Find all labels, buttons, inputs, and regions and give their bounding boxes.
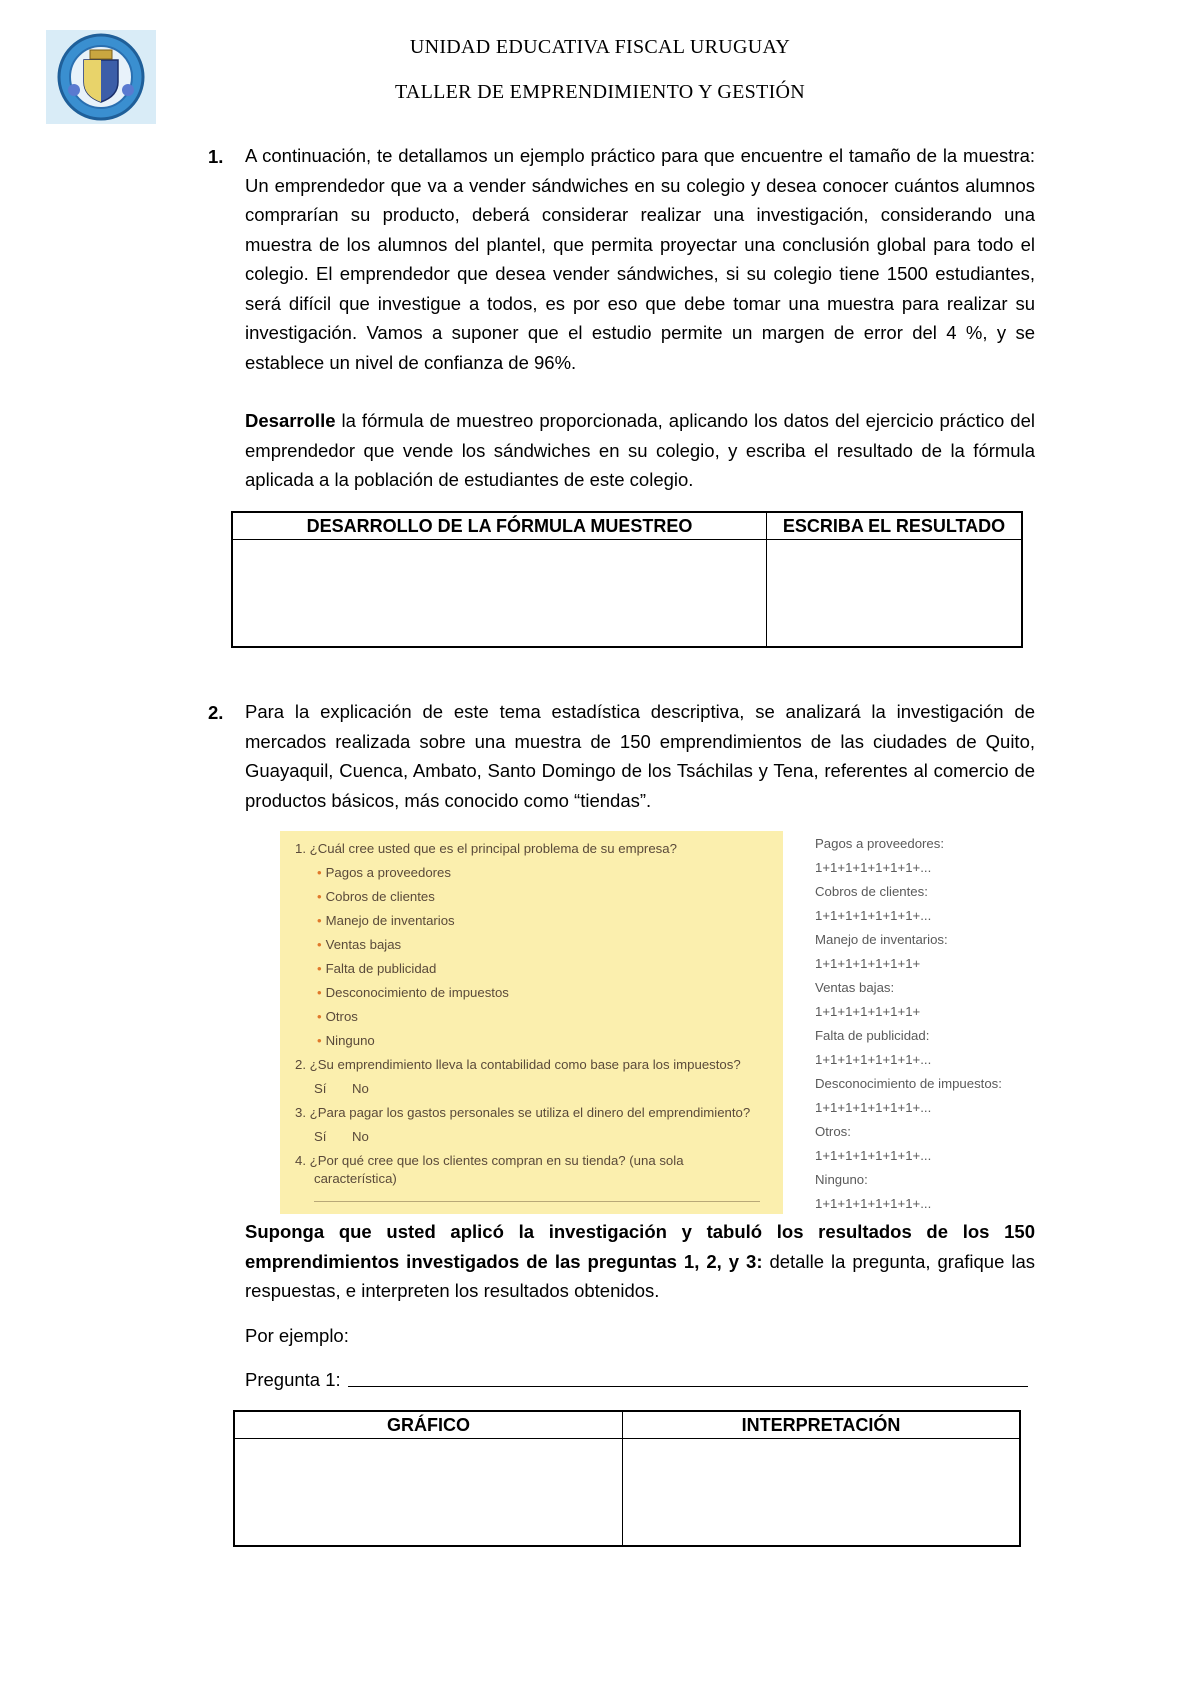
survey-option: • Pagos a proveedores (317, 865, 451, 880)
bullet-icon: • (317, 865, 322, 880)
survey-question-1: 1. ¿Cuál cree usted que es el principal problema de su empresa? (295, 841, 677, 856)
tally-label: Ventas bajas: (815, 980, 895, 995)
survey-answer-line (314, 1201, 760, 1202)
question-1-text: A continuación, te detallamos un ejemplo práctico para que encuentre el tamaño de la muestra: Un emprendedor que va a vender sándwiches en su colegio y desea conocer cuántos alumnos comprarían su producto, deberá considerar realizar una investigación, considerando una muestra de los alumnos del plantel, que permita proyectar una conclusión global para todo el colegio. El emprendedor que desea vender sándwiches, si su colegio tiene 1500 estudiantes, será difícil que investigue a todos, es por eso que debe tomar una muestra para realizar su investigación. Vamos a suponer que el estudio permite un margen de error del 4 %, y se establece un nivel de confianza de 96%. (245, 145, 1035, 373)
survey-question-2: 2. ¿Su emprendimiento lleva la contabilidad como base para los impuestos? (295, 1057, 741, 1072)
question-2-number: 2. (208, 702, 224, 723)
graph-cell[interactable] (234, 1439, 623, 1547)
survey-question-3: 3. ¿Para pagar los gastos personales se utiliza el dinero del emprendimiento? (295, 1105, 751, 1120)
tally-marks: 1+1+1+1+1+1+1+... (815, 860, 932, 875)
instruction-bold-verb: Desarrolle (245, 410, 336, 431)
tally-label: Pagos a proveedores: (815, 836, 945, 851)
tally-marks: 1+1+1+1+1+1+1+ (815, 1004, 921, 1019)
bullet-icon: • (317, 913, 322, 928)
bullet-icon: • (317, 889, 322, 904)
tally-marks: 1+1+1+1+1+1+1+... (815, 1100, 932, 1115)
tally-marks: 1+1+1+1+1+1+1+... (815, 1052, 932, 1067)
result-cell[interactable] (767, 540, 1023, 648)
formula-development-header: DESARROLLO DE LA FÓRMULA MUESTREO (232, 512, 767, 540)
tally-marks: 1+1+1+1+1+1+1+... (815, 1148, 932, 1163)
tally-label: Cobros de clientes: (815, 884, 928, 899)
bullet-icon: • (317, 1009, 322, 1024)
tally-marks: 1+1+1+1+1+1+1+... (815, 908, 932, 923)
bullet-icon: • (317, 985, 322, 1000)
example-label: Por ejemplo: (245, 1325, 349, 1346)
tally-marks: 1+1+1+1+1+1+1+... (815, 1196, 932, 1211)
graph-header: GRÁFICO (234, 1411, 623, 1439)
survey-question-4-continuation: característica) (314, 1171, 397, 1186)
school-name-title: UNIDAD EDUCATIVA FISCAL URUGUAY (409, 36, 791, 58)
tally-label: Otros: (815, 1124, 851, 1139)
task-instruction-bold: Suponga que usted aplicó la investigación y tabuló los resultados de los 150 emprendimientos investigados de las preguntas 1, 2, y 3: (245, 1221, 1035, 1272)
task-instruction (245, 1217, 1035, 1306)
interpretation-header: INTERPRETACIÓN (623, 1411, 1021, 1439)
survey-yes-option: Sí (314, 1129, 327, 1144)
survey-no-option: No (352, 1081, 369, 1096)
survey-option: • Cobros de clientes (317, 889, 435, 904)
tally-marks: 1+1+1+1+1+1+1+ (815, 956, 921, 971)
bullet-icon: • (317, 937, 322, 952)
survey-option: • Manejo de inventarios (317, 913, 455, 928)
interpretation-cell[interactable] (623, 1439, 1021, 1547)
task-instruction-text: detalle la pregunta, grafique las respuestas, e interpreten los resultados obtenidos. (245, 1250, 1035, 1301)
survey-option: • Otros (317, 1009, 358, 1024)
question-1-number: 1. (208, 146, 224, 167)
survey-yes-option: Sí (314, 1081, 327, 1096)
formula-result-table (231, 511, 1023, 648)
survey-option: • Desconocimiento de impuestos (317, 985, 509, 1000)
bullet-icon: • (317, 961, 322, 976)
bullet-icon: • (317, 1033, 322, 1048)
survey-option: • Ventas bajas (317, 937, 402, 952)
workshop-subtitle: TALLER DE EMPRENDIMIENTO Y GESTIÓN (394, 81, 806, 103)
result-header: ESCRIBA EL RESULTADO (767, 512, 1023, 540)
tally-label: Falta de publicidad: (815, 1028, 930, 1043)
survey-no-option: No (352, 1129, 369, 1144)
survey-option: • Falta de publicidad (317, 961, 437, 976)
tally-label: Manejo de inventarios: (815, 932, 948, 947)
question-2-text: Para la explicación de este tema estadística descriptiva, se analizará la investigación de mercados realizada sobre una muestra de 150 emprendimientos de las ciudades de Quito, Guayaquil, Cuenca, Ambato, Santo Domingo de los Tsáchilas y Tena, referentes al comercio de productos básicos, más conocido como “tiendas”. (245, 701, 1035, 811)
instruction-text: la fórmula de muestreo proporcionada, aplicando los datos del ejercicio práctico del emprendedor que vende los sándwiches en su colegio, y escriba el resultado de la fórmula aplicada a la población de estudiantes de este colegio. (245, 410, 1035, 490)
survey-questionnaire-panel (280, 831, 783, 1214)
survey-option: • Ninguno (317, 1033, 375, 1048)
tally-label: Ninguno: (815, 1172, 868, 1187)
pregunta-label: Pregunta 1: (245, 1369, 341, 1390)
tally-label: Desconocimiento de impuestos: (815, 1076, 1002, 1091)
question-1-instruction (245, 406, 1035, 495)
formula-development-cell[interactable] (232, 540, 767, 648)
survey-question-4: 4. ¿Por qué cree que los clientes compran en su tienda? (una sola (295, 1153, 684, 1168)
graph-interpretation-table (233, 1410, 1021, 1547)
pregunta-answer-line[interactable] (348, 1386, 1028, 1387)
